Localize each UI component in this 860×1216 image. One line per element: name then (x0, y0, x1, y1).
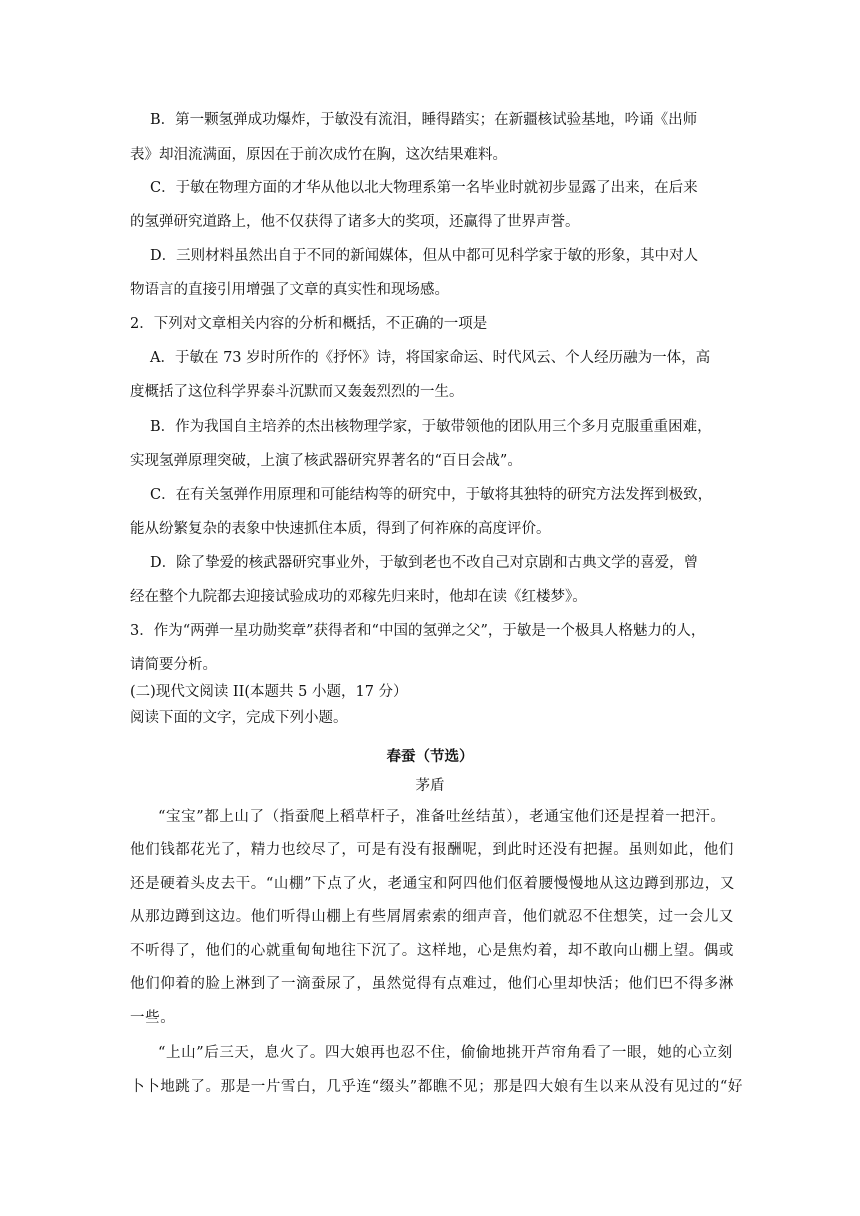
q1-option-b-line2: 表》却泪流满面，原因在于前次成竹在胸，这次结果难料。 (130, 147, 507, 163)
paragraph1-line2: 他们钱都花光了，精力也绞尽了，可是有没有报酬呢，到此时还没有把握。虽则如此，他们 (130, 842, 734, 858)
q1-option-b-line1: B．第一颗氢弹成功爆炸，于敏没有流泪，睡得踏实；在新疆核试验基地，吟诵《出师 (150, 112, 698, 128)
paragraph2-line2: 卜卜地跳了。那是一片雪白，几乎连“缀头”都瞧不见；那是四大娘有生以来从没有见过的“好 (130, 1079, 743, 1095)
q1-option-d-line2: 物语言的直接引用增强了文章的真实性和现场感。 (130, 282, 449, 298)
q1-option-c-line2: 的氢弹研究道路上，他不仅获得了诸多大的奖项，还赢得了世界声誉。 (130, 214, 580, 230)
q2-stem: 2．下列对文章相关内容的分析和概括，不正确的一项是 (130, 316, 488, 332)
q1-option-d-line1: D．三则材料虽然出自于不同的新闻媒体，但从中都可见科学家于敏的形象，其中对人 (150, 248, 699, 264)
q2-option-a-line2: 度概括了这位科学界泰斗沉默而又轰轰烈烈的一生。 (130, 384, 464, 400)
q3-stem-line1: 3．作为“两弹一星功勋奖章”获得者和“中国的氢弹之父”，于敏是一个极具人格魅力的人， (130, 623, 706, 639)
q2-option-a-line1: A．于敏在 73 岁时所作的《抒怀》诗，将国家命运、时代风云、个人经历融为一体，高 (150, 350, 711, 366)
paragraph1-line7: 一些。 (130, 1010, 176, 1026)
article-title: 春蚕（节选） (386, 748, 474, 765)
paragraph1-line3: 还是硬着头皮去干。“山棚”下点了火，老通宝和阿四他们伛着腰慢慢地从这边蹲到那边，又 (130, 876, 735, 892)
paragraph2-line1: “上山”后三天，息火了。四大娘再也忍不住，偷偷地挑开芦帘角看了一眼，她的心立刻 (158, 1045, 733, 1061)
q3-stem-line2: 请简要分析。 (130, 657, 217, 673)
section-instruction: 阅读下面的文字，完成下列小题。 (130, 710, 348, 726)
q2-option-d-line1: D．除了挚爱的核武器研究事业外，于敏到老也不改自己对京剧和古典文学的喜爱，曾 (150, 555, 699, 571)
paragraph1-line1: “宝宝”都上山了（指蚕爬上稻草杆子，准备吐丝结茧），老通宝他们还是捏着一把汗。 (158, 809, 726, 825)
q2-option-b-line2: 实现氢弹原理突破，上演了核武器研究界著名的“百日会战”。 (130, 453, 522, 469)
q2-option-c-line2: 能从纷繁复杂的表象中快速抓住本质，得到了何祚庥的高度评价。 (130, 521, 551, 537)
paragraph1-line4: 从那边蹲到这边。他们听得山棚上有些屑屑索索的细声音，他们就忍不住想笑，过一会儿又 (130, 909, 734, 925)
q2-option-d-line2: 经在整个九院都去迎接试验成功的邓稼先归来时，他却在读《红楼梦》。 (130, 589, 587, 605)
q1-option-c-line1: C．于敏在物理方面的才华从他以北大物理系第一名毕业时就初步显露了出来，在后来 (150, 180, 698, 196)
q2-option-b-line1: B．作为我国自主培养的杰出核物理学家，于敏带领他的团队用三个多月克服重重困难， (150, 419, 712, 435)
paragraph1-line6: 他们仰着的脸上淋到了一滴蚕尿了，虽然觉得有点难过，他们心里却快活；他们巴不得多淋 (130, 976, 734, 992)
paragraph1-line5: 不听得了，他们的心就重甸甸地往下沉了。这样地，心是焦灼着，却不敢向山棚上望。偶或 (130, 943, 734, 959)
article-author: 茅盾 (415, 778, 445, 794)
q2-option-c-line1: C．在有关氢弹作用原理和可能结构等的研究中，于敏将其独特的研究方法发挥到极致， (150, 487, 713, 503)
section-heading: (二)现代文阅读 II(本题共 5 小题，17 分） (130, 684, 408, 700)
